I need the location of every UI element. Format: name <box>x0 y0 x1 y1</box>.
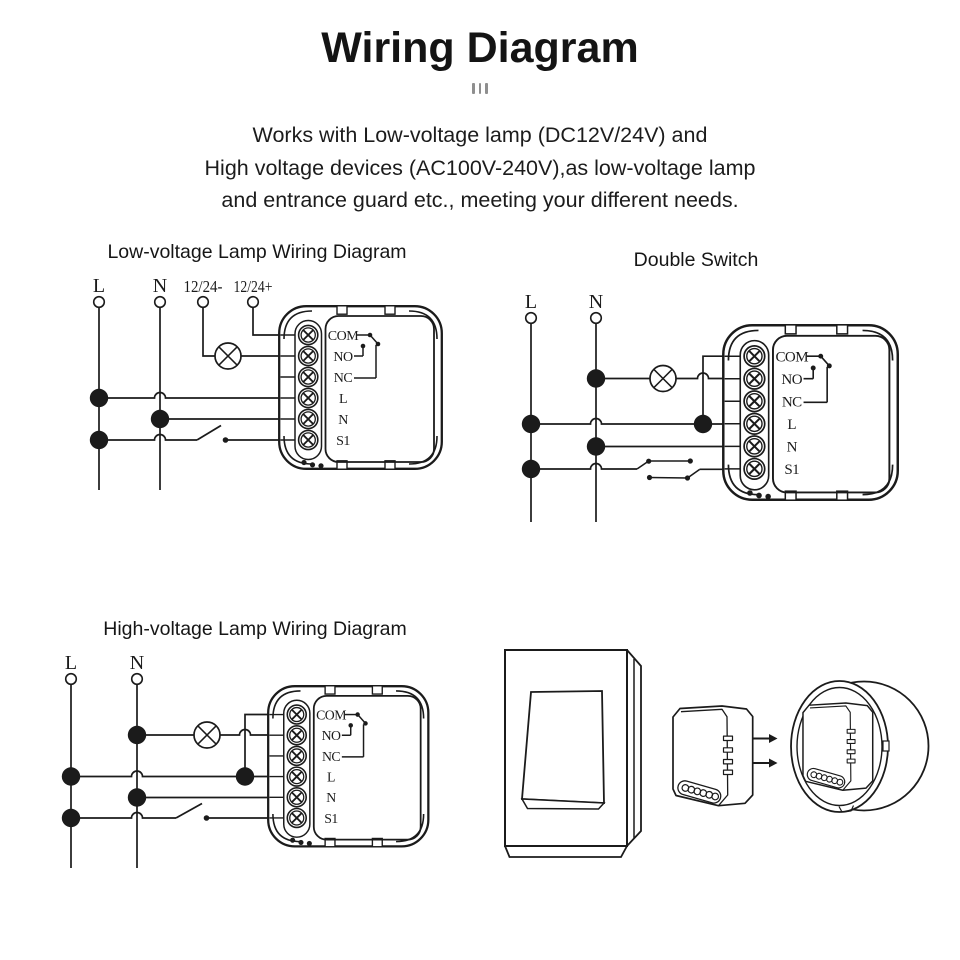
terminal-label: NC <box>321 748 341 764</box>
module-terminal-labels <box>328 329 359 449</box>
terminal-label: S1 <box>324 810 338 826</box>
installation-illustration <box>505 650 929 857</box>
dc-minus-wire <box>203 307 215 356</box>
switch-contact-dot <box>646 459 651 464</box>
wire-terminal-circle <box>198 297 209 308</box>
wire-label-live: L <box>92 275 106 297</box>
terminal-label: NO <box>321 728 341 744</box>
junction-dot <box>236 767 254 785</box>
arrow-right-icon <box>769 759 778 768</box>
wire-label-live: L <box>524 291 538 313</box>
wire-terminal-circle <box>591 313 602 324</box>
intro-line: High voltage devices (AC100V-240V),as low-voltage lamp <box>204 155 756 180</box>
wire-label-neutral: N <box>152 275 168 297</box>
terminal-label: NC <box>781 394 802 411</box>
wire-terminal-circle <box>248 297 259 308</box>
wire-label-live: L <box>64 652 78 674</box>
box-mount-tab <box>883 741 889 751</box>
terminal-label: NO <box>333 350 353 365</box>
junction-dot <box>522 460 540 478</box>
s1-row-wire <box>531 464 637 470</box>
wire-label-dc-plus: 12/24+ <box>233 277 273 296</box>
terminal-label: S1 <box>784 462 800 479</box>
terminal-label: N <box>786 439 797 456</box>
switch-contact-dot <box>647 475 652 480</box>
switch-module <box>279 306 442 469</box>
switch-module <box>723 325 897 500</box>
intro-line: and entrance guard etc., meeting your different needs. <box>221 188 739 212</box>
wire-terminal-circle <box>526 313 537 324</box>
wall-switch <box>505 650 641 857</box>
junction-dot <box>522 415 540 433</box>
round-junction-box <box>791 681 929 812</box>
module-in-box <box>803 703 873 790</box>
insert-arrows <box>753 734 778 768</box>
diagram-title: Low-voltage Lamp Wiring Diagram <box>107 241 407 263</box>
wire-terminal-circle <box>132 674 143 685</box>
dc-plus-wire <box>253 307 280 335</box>
terminal-label: N <box>326 790 336 806</box>
terminal-label: COM <box>327 329 359 344</box>
lamp-icon <box>194 722 220 748</box>
rocker-button <box>522 691 604 803</box>
terminal-label: NC <box>333 371 353 386</box>
lamp-to-module-wire <box>676 373 724 379</box>
wire-label-neutral: N <box>129 652 145 674</box>
intro-line: Works with Low-voltage lamp (DC12V/24V) and <box>252 123 708 147</box>
module-3d <box>673 706 753 806</box>
junction-dot <box>62 809 80 827</box>
module-terminal-labels <box>775 350 808 479</box>
junction-dot <box>587 369 605 387</box>
wire-label-dc-minus: 12/24- <box>183 277 223 296</box>
wire-terminal-circle <box>94 297 105 308</box>
switch-contact-dot <box>204 815 210 821</box>
lamp-icon <box>650 366 676 392</box>
plate-bottom-edge <box>505 846 627 857</box>
com-wire <box>245 715 269 777</box>
diagram-title: Double Switch <box>633 249 759 271</box>
junction-dot <box>587 437 605 455</box>
switch-symbol <box>197 426 221 441</box>
l-row-wire <box>99 393 280 398</box>
terminal-label: S1 <box>336 434 350 449</box>
junction-dot <box>62 767 80 785</box>
s1-row-wire <box>71 813 176 818</box>
terminal-label: COM <box>316 707 346 723</box>
terminal-label: L <box>338 392 348 407</box>
terminal-label: L <box>787 417 797 434</box>
switch-module <box>268 686 428 847</box>
junction-dot <box>90 389 108 407</box>
terminal-label: N <box>338 413 348 428</box>
terminal-label: NO <box>781 372 803 389</box>
switch-contact-dot <box>685 475 690 480</box>
terminal-label: COM <box>775 349 809 366</box>
low-voltage-diagram <box>90 241 442 490</box>
s1-row-wire <box>99 435 197 441</box>
junction-dot <box>694 415 712 433</box>
diagram-title: High-voltage Lamp Wiring Diagram <box>103 618 407 640</box>
terminal-label: L <box>327 769 335 785</box>
junction-dot <box>128 726 146 744</box>
switch-contact-dot <box>223 437 229 443</box>
junction-dot <box>151 410 169 428</box>
junction-dot <box>128 788 146 806</box>
high-voltage-diagram <box>62 618 429 868</box>
wire-terminal-circle <box>66 674 77 685</box>
switch-symbol <box>176 804 202 819</box>
arrow-right-icon <box>769 734 778 743</box>
page-title: Wiring Diagram <box>321 24 639 72</box>
module-terminal-labels <box>316 707 346 825</box>
wire-label-neutral: N <box>588 291 604 313</box>
junction-dot <box>90 431 108 449</box>
com-wire <box>703 356 724 424</box>
switch-contact-dot <box>688 458 693 463</box>
double-switch-diagram <box>522 249 898 522</box>
wire-terminal-circle <box>155 297 166 308</box>
lamp-icon <box>215 343 241 369</box>
